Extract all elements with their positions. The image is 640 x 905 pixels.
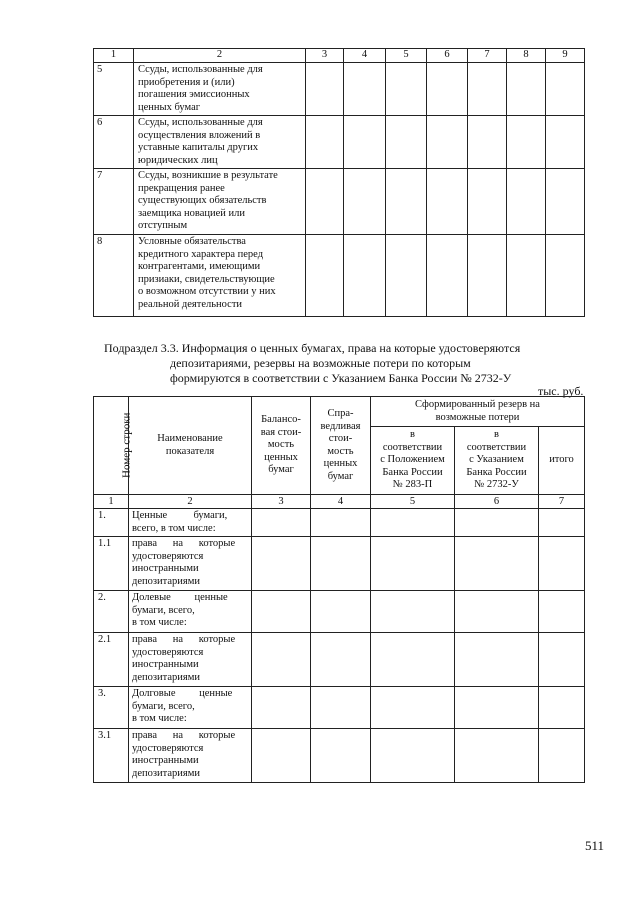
table-row — [94, 729, 585, 783]
row-name: права на которые удостоверяются иностранными депозитариями — [129, 729, 252, 783]
row-number: 3.1 — [94, 729, 129, 783]
table-row — [94, 116, 585, 169]
column-number: 4 — [344, 49, 386, 63]
table-row — [94, 169, 585, 235]
row-name-line: заемщика новацией или — [138, 207, 246, 219]
row-name — [134, 116, 306, 169]
row-name-line: реальной деятельности — [138, 298, 243, 310]
row-name-line: юридических лиц — [138, 154, 218, 166]
table-row — [94, 633, 585, 687]
row-name: Долевые ценные бумаги, всего, в том числе: — [129, 591, 252, 633]
row-name-line: существующих обязательств — [138, 195, 267, 206]
row-name-line: прекращения ранее — [138, 182, 225, 194]
column-number: 3 — [252, 495, 311, 509]
header-reserve-group: Сформированный резерв на возможные потери — [371, 397, 585, 427]
table-row — [94, 63, 585, 116]
row-name-line: контрагентами, имеющими — [138, 261, 261, 272]
row-number: 7 — [94, 169, 134, 235]
column-number: 8 — [507, 49, 546, 63]
header-reserve-total: итого — [539, 427, 585, 495]
row-name: Долговые ценные бумаги, всего, в том числе: — [129, 687, 252, 729]
row-name-line: приобретения и (или) — [138, 76, 235, 88]
row-name-line: о возможном отсутствии у них — [138, 286, 276, 297]
column-number: 7 — [468, 49, 507, 63]
row-name: права на которые удостоверяются иностранными депозитариями — [129, 537, 252, 591]
row-number: 3. — [94, 687, 129, 729]
table-row — [94, 687, 585, 729]
row-name-line: кредитного характера перед — [138, 248, 264, 260]
row-name — [134, 235, 306, 317]
header-fair-value: Спра- ведливая стои- мость ценных бумаг — [311, 397, 371, 495]
header-reserve-283p: в соответствии с Положением Банка России № 283-П — [371, 427, 455, 495]
column-number: 1 — [94, 49, 134, 63]
table-row — [94, 537, 585, 591]
column-number: 6 — [427, 49, 468, 63]
row-name: Ценные бумаги, всего, в том числе: — [129, 509, 252, 537]
row-name: права на которые удостоверяются иностранными депозитариями — [129, 633, 252, 687]
column-number: 9 — [546, 49, 585, 63]
row-name-line: погашения эмиссионных — [138, 89, 250, 100]
subsection-title-line-1: Подраздел 3.3. Информация о ценных бумагах, права на которые удостоверяются — [104, 341, 521, 355]
row-number: 2. — [94, 591, 129, 633]
column-number: 1 — [94, 495, 129, 509]
row-number: 2.1 — [94, 633, 129, 687]
row-name-line: отступным — [138, 220, 188, 231]
column-number: 3 — [306, 49, 344, 63]
row-name — [134, 169, 306, 235]
header-reserve-2732u: в соответствии с Указанием Банка России № 2732-У — [455, 427, 539, 495]
row-name-line: Ссуды, использованные для — [138, 117, 263, 128]
header-indicator-name: Наименование показателя — [129, 397, 252, 495]
header-row-number-label: Номер строки — [120, 412, 133, 478]
row-number: 1. — [94, 509, 129, 537]
table-loans-continued — [93, 48, 585, 317]
table-row — [94, 235, 585, 317]
table-header-row — [94, 49, 585, 63]
column-numbers-row — [94, 495, 585, 509]
row-name-line: осуществления вложений в — [138, 129, 261, 141]
row-number: 1.1 — [94, 537, 129, 591]
row-name — [134, 63, 306, 116]
subsection-title-line-2: депозитариями, резервы на возможные потери по которым — [170, 356, 471, 370]
header-balance-value: Балансо- вая стои- мость ценных бумаг — [252, 397, 311, 495]
page-number: 511 — [585, 838, 605, 853]
row-name-line: Ссуды, использованные для — [138, 64, 263, 75]
header-row-number — [94, 397, 133, 495]
column-number: 2 — [134, 49, 306, 63]
row-number: 8 — [94, 235, 134, 317]
column-number: 4 — [311, 495, 371, 509]
row-number: 5 — [94, 63, 134, 116]
row-name-line: Условные обязательства — [138, 236, 246, 247]
column-number: 5 — [386, 49, 427, 63]
column-number: 2 — [129, 495, 252, 509]
units-label: тыс. руб. — [538, 384, 584, 398]
row-name-line: Ссуды, возникшие в результате — [138, 170, 278, 181]
subsection-title-line-3: формируются в соответствии с Указанием Банка России № 2732-У — [170, 371, 512, 385]
table-securities-depositories — [93, 396, 585, 783]
row-name-line: призиаки, свидетельствующие — [138, 273, 275, 285]
table-row — [94, 591, 585, 633]
row-name-line: уставные капиталы других — [138, 142, 259, 153]
column-number: 7 — [539, 495, 585, 509]
row-name-line: ценных бумаг — [138, 101, 201, 113]
column-number: 5 — [371, 495, 455, 509]
column-number: 6 — [455, 495, 539, 509]
table-row — [94, 509, 585, 537]
table-header-row — [94, 397, 585, 427]
row-number: 6 — [94, 116, 134, 169]
